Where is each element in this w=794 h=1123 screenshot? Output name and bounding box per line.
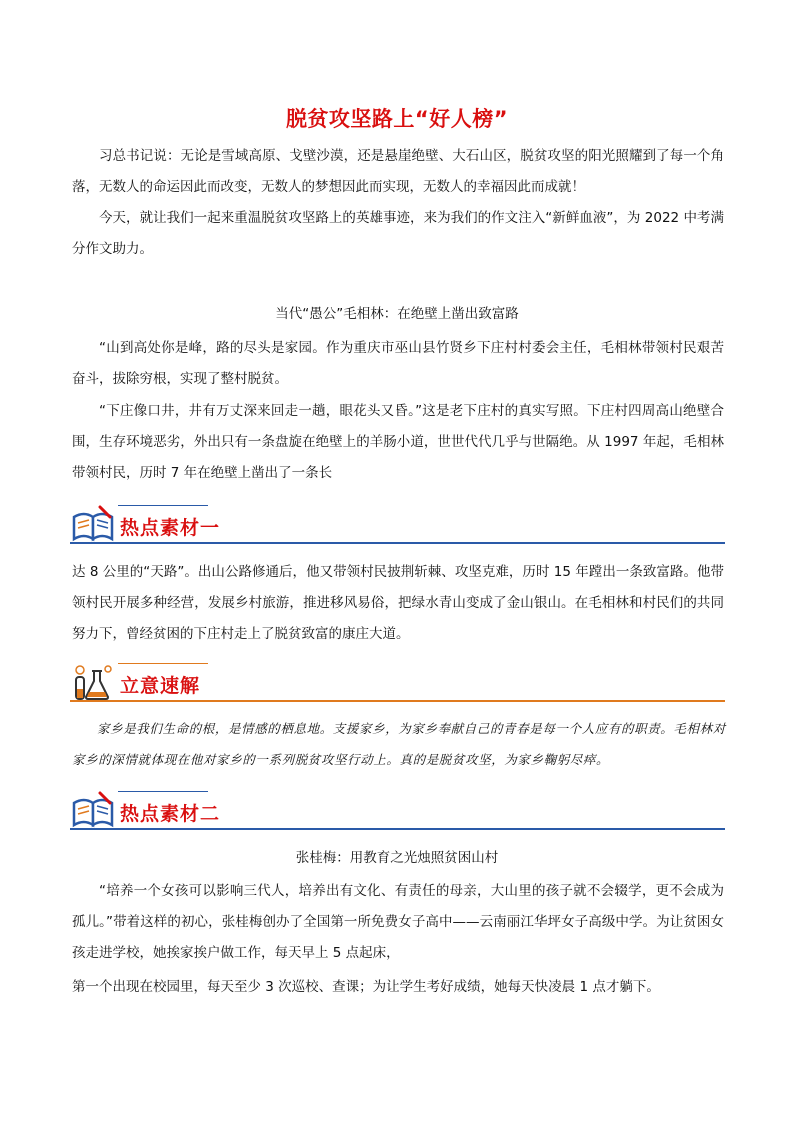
page-title: 脱贫攻坚路上“好人榜” [285, 107, 509, 131]
intro-paragraph-1: 习总书记说：无论是雪域高原、戈壁沙漠，还是悬崖绝壁、大石山区，脱贫攻坚的阳光照耀到了每一个角落，无数人的命运因此而改变，无数人的梦想因此而实现，无数人的幸福因此而成就！ [72, 148, 724, 195]
section-topline [118, 791, 208, 792]
section-header-hot-material-1 [70, 502, 725, 544]
story1-continuation: 达 8 公里的“天路”。出山公路修通后，他又带领村民披荆斩棘、攻坚克难，历时 15 年蹚出一条致富路。他带领村民开展多种经营，发展乡村旅游，推进移风易俗，把绿水青山变成了金山银山。在毛相林和村民们的共同努力下，曾经贫困的下庄村走上了脱贫致富的康庄大道。 [72, 564, 724, 642]
story2-paragraph: “培养一个女孩可以影响三代人，培养出有文化、有责任的母亲，大山里的孩子就不会辍学，更不会成为孤儿。”带着这样的初心，张桂梅创办了全国第一所免费女子高中——云南丽江华坪女子高级中学。为让贫困女孩走进学校，她挨家挨户做工作，每天早上 5 点起床， [72, 883, 724, 961]
open-book-icon [70, 789, 116, 829]
section-header-hot-material-2 [70, 788, 725, 830]
section-topline [118, 663, 208, 664]
story1-paragraph-2: “下庄像口井，井有万丈深来回走一趟，眼花头又昏。”这是老下庄村的真实写照。下庄村四周高山绝壁合围，生存环境恶劣，外出只有一条盘旋在绝壁上的羊肠小道，世世代代几乎与世隔绝。从 1997 年起，毛相林带领村民，历时 7 年在绝壁上凿出了一条长 [72, 403, 724, 481]
intro-paragraph-2: 今天，就让我们一起来重温脱贫攻坚路上的英雄事迹，来为我们的作文注入“新鲜血液”，为 2022 中考满分作文助力。 [72, 210, 724, 257]
story2-last-line: 第一个出现在校园里，每天至少 3 次巡校、查课；为让学生考好成绩，她每天快凌晨 1 点才躺下。 [72, 979, 660, 995]
story1-heading: 当代“愚公”毛相林：在绝壁上凿出致富路 [275, 306, 519, 322]
section-underline [70, 828, 725, 830]
open-book-icon [70, 503, 116, 543]
section-underline [70, 700, 725, 702]
lab-flask-icon [70, 661, 116, 701]
section-underline [70, 542, 725, 544]
story2-heading: 张桂梅：用教育之光烛照贫困山村 [295, 850, 499, 866]
section-topline [118, 505, 208, 506]
section-label: 立意速解 [120, 675, 201, 697]
section-label: 热点素材二 [120, 803, 221, 825]
section-header-insight [70, 660, 725, 702]
section-label: 热点素材一 [120, 517, 221, 539]
insight-paragraph: 家乡是我们生命的根，是情感的栖息地。支援家乡，为家乡奉献自己的青春是每一个人应有的职责。毛相林对家乡的深情就体现在他对家乡的一系列脱贫攻坚行动上。真的是脱贫攻坚，为家乡鞠躬尽瘁。 [72, 721, 726, 767]
story1-paragraph-1: “山到高处你是峰，路的尽头是家园。作为重庆市巫山县竹贤乡下庄村村委会主任，毛相林带领村民艰苦奋斗，拔除穷根，实现了整村脱贫。 [72, 340, 724, 387]
